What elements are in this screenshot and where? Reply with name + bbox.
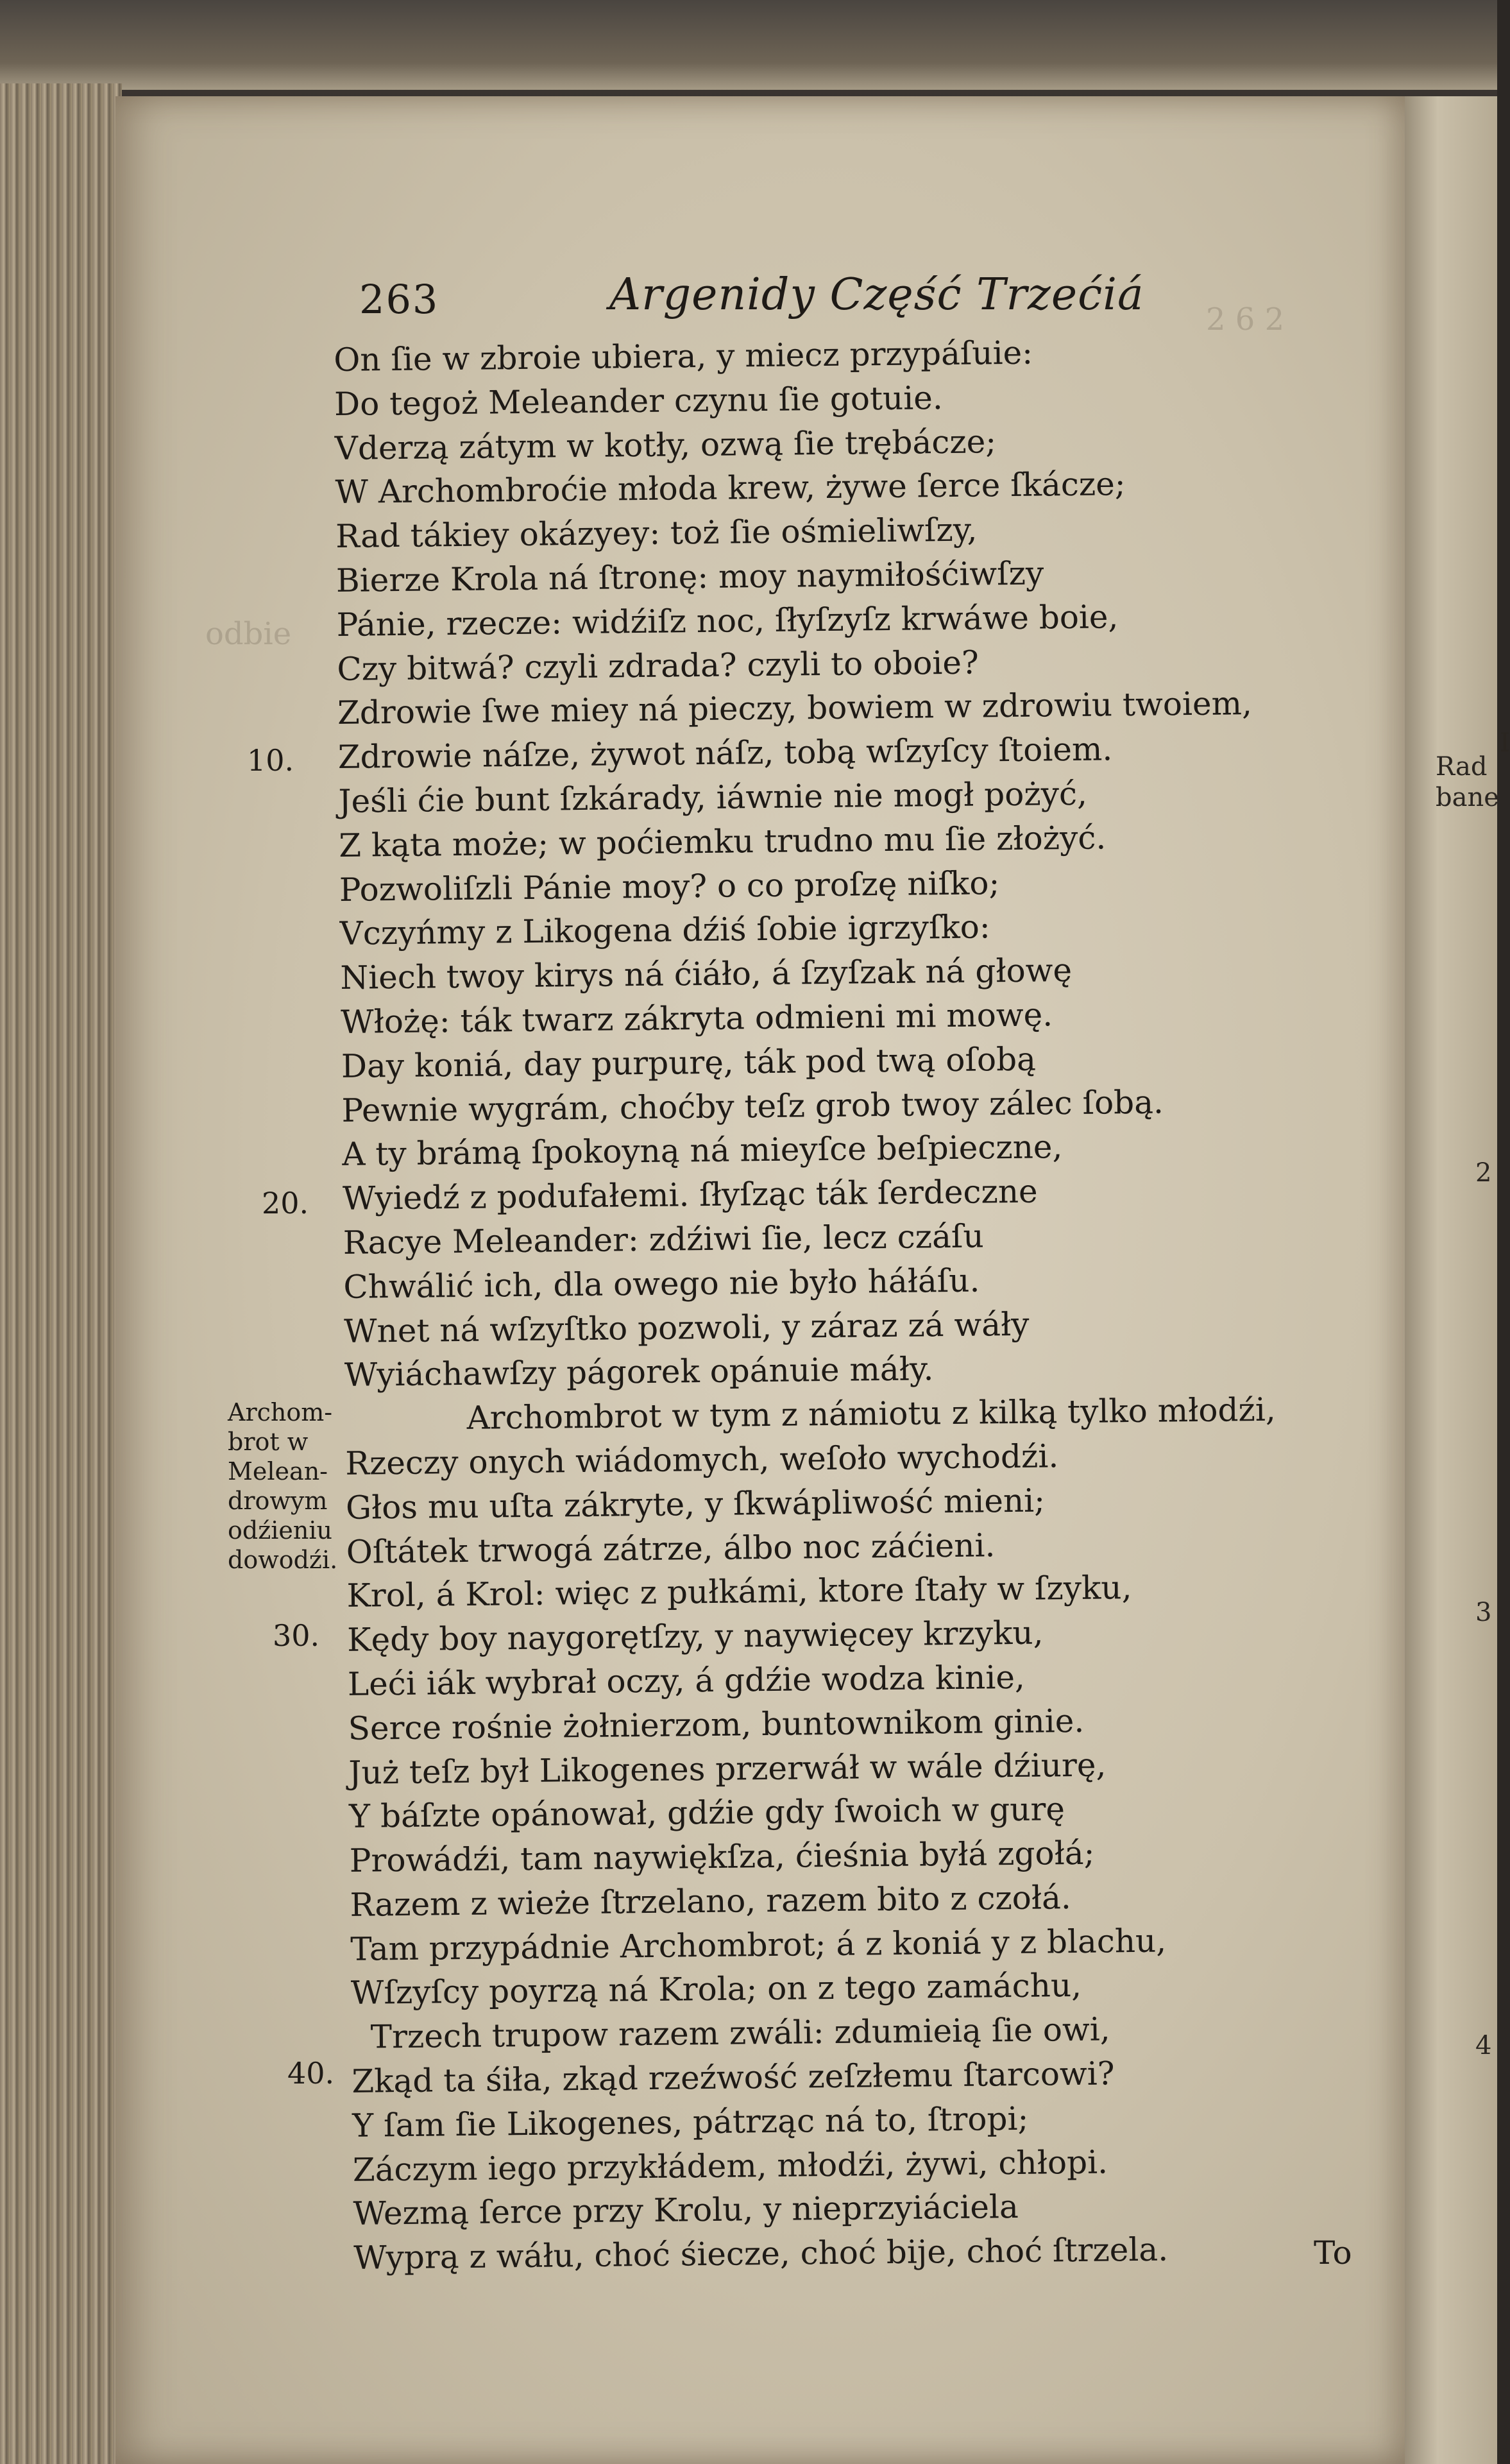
verse-line: Do tegoż Meleander czynu ſie gotuie. bbox=[334, 379, 943, 423]
verse-line: Trzech trupow razem zwáli: zdumieią ſie owi, bbox=[370, 2010, 1110, 2056]
page-number: 263 bbox=[359, 276, 439, 323]
verse-line: Wyiáchawſzy págorek opánuie máły. bbox=[344, 1350, 934, 1394]
verse-line: Vczyńmy z Likogena dźiś ſobie igrzyſko: bbox=[339, 908, 990, 953]
top-edge bbox=[0, 0, 1497, 90]
facing-page-fragment: 2 bbox=[1475, 1158, 1492, 1188]
line-number: 40. bbox=[287, 2056, 335, 2091]
verse-line: Wnet ná wſzyſtko pozwoli, y záraz zá wáły bbox=[343, 1305, 1030, 1350]
verse-line: Chwálić ich, dla owego nie było háłáſu. bbox=[343, 1262, 980, 1306]
verse-line: A ty brámą ſpokoyną ná mieyſce beſpieczne, bbox=[342, 1128, 1063, 1174]
running-title: Argenidy Część Trzećiá bbox=[609, 270, 1144, 320]
line-number: 30. bbox=[273, 1618, 320, 1653]
show-through: 2 6 2 bbox=[1206, 302, 1285, 338]
facing-page-fragment: I bbox=[1500, 728, 1510, 758]
verse-line: Day koniá, day purpurę, ták pod twą oſobą bbox=[341, 1040, 1037, 1085]
verse-line: Vderzą zátym w kotły, ozwą ſie trębácze; bbox=[334, 422, 997, 467]
verse-line: Pewnie wygrám, choćby teſz grob twoy zálec ſobą. bbox=[341, 1083, 1164, 1129]
verse-line: Záczym iego przykłádem, młodźi, żywi, chłopi. bbox=[352, 2143, 1108, 2189]
verse-line: Razem z wieże ſtrzelano, razem bito z czołá. bbox=[350, 1878, 1072, 1924]
verse-line: Z kąta może; w poćiemku trudno mu ſie złożyć. bbox=[338, 819, 1107, 864]
margin-note-line: odźieniu bbox=[228, 1516, 332, 1544]
verse-line: Serce rośnie żołnierzom, buntownikom ginie. bbox=[348, 1702, 1085, 1747]
verse-line: Zdrowie ſwe miey ná pieczy, bowiem w zdrowiu twoiem, bbox=[337, 685, 1253, 732]
verse-line: Wſzyſcy poyrzą ná Krola; on z tego zamáchu, bbox=[350, 1967, 1082, 2012]
verse-line: Wezmą ſerce przy Krolu, y nieprzyiáciela bbox=[353, 2188, 1019, 2233]
line-number: 20. bbox=[262, 1186, 309, 1220]
verse-line: Bierze Krola ná ſtronę: moy naymiłośćiwſzy bbox=[335, 554, 1044, 599]
margin-note-line: brot w bbox=[228, 1428, 309, 1456]
facing-page-fragment: 4 bbox=[1475, 2031, 1492, 2060]
verse-line: Oſtátek trwogá zátrze, álbo noc záćieni. bbox=[346, 1526, 996, 1571]
verse-line: Kędy boy naygorętſzy, y naywięcey krzyku, bbox=[346, 1614, 1044, 1659]
verse-line: Pozwoliſzli Pánie moy? o co proſzę niſko; bbox=[339, 864, 1000, 909]
show-through: odbie bbox=[205, 616, 292, 652]
verse-line: On ſie w zbroie ubiera, y miecz przypáſuie: bbox=[334, 334, 1033, 379]
verse-line: Pánie, rzecze: widźiſz noc, ſłyſzyſz krwáwe boie, bbox=[336, 597, 1119, 644]
margin-note-line: Archom- bbox=[228, 1398, 333, 1426]
verse-line: Czy bitwá? czyli zdrada? czyli to oboie? bbox=[337, 644, 979, 688]
margin-note-line: dowodźi. bbox=[228, 1546, 338, 1574]
line-number: 10. bbox=[247, 743, 294, 778]
verse-line: Wyiedź z podufałemi. ſłyſząc ták ſerdeczne bbox=[342, 1172, 1038, 1218]
verse-line: Archombrot w tym z námiotu z kilką tylko młodźi, bbox=[466, 1390, 1276, 1437]
verse-line: Niech twoy kirys ná ćiáło, á ſzyſzak ná głowę bbox=[340, 952, 1073, 997]
verse-line: Y báſzte opánował, gdźie gdy ſwoich w gurę bbox=[348, 1790, 1065, 1836]
verse-line: W Archombroćie młoda krew, żywe ſerce ſkácze; bbox=[335, 465, 1126, 511]
verse-line: Prowádźi, tam naywiękſza, ćieśnia byłá zgołá; bbox=[349, 1834, 1095, 1879]
verse-line: Zkąd ta śiła, zkąd rzeźwość zeſzłemu ſtarcowi? bbox=[352, 2055, 1115, 2100]
verse-line: Rzeczy onych wiádomych, weſoło wychodźi. bbox=[345, 1437, 1059, 1482]
verse-line: Leći iák wybrał oczy, á gdźie wodza kinie, bbox=[347, 1658, 1026, 1703]
page-stack-edge bbox=[0, 83, 122, 2464]
facing-page-fragment: Rad bbox=[1436, 752, 1488, 782]
verse-block bbox=[334, 327, 1393, 2280]
verse-line: Włożę: ták twarz zákryta odmieni mi mowę. bbox=[340, 996, 1053, 1041]
facing-page-edge bbox=[1398, 96, 1497, 2464]
verse-line: Rad tákiey okázyey: toż ſie ośmieliwſzy, bbox=[335, 511, 978, 556]
verse-line: Tam przypádnie Archombrot; á z koniá y z blachu, bbox=[350, 1922, 1167, 1968]
verse-line: Racye Meleander: zdźiwi ſie, lecz czáſu bbox=[343, 1217, 984, 1262]
verse-line: Y ſam ſie Likogenes, pátrząc ná to, ſtropi; bbox=[352, 2100, 1029, 2144]
verse-line: Zdrowie náſze, żywot náſz, tobą wſzyſcy ſtoiem. bbox=[337, 730, 1113, 776]
verse-line: Głos mu uſta zákryte, y ſkwápliwość mieni; bbox=[345, 1482, 1046, 1527]
margin-note-line: Melean- bbox=[228, 1457, 328, 1485]
catchword: To bbox=[1314, 2234, 1352, 2272]
facing-page-fragment: 3 bbox=[1475, 1598, 1492, 1627]
margin-note bbox=[228, 1398, 369, 1575]
verse-line: Wyprą z wáłu, choć śiecze, choć bije, choć ſtrzela. bbox=[353, 2230, 1169, 2277]
verse-line: Krol, á Krol: więc z pułkámi, ktore ſtały w ſzyku, bbox=[346, 1569, 1132, 1615]
verse-line: Jeśli ćie bunt ſzkárady, iáwnie nie mogł pożyć, bbox=[338, 774, 1088, 820]
facing-page-fragment: bane bbox=[1436, 783, 1499, 812]
verse-line: Już teſz był Likogenes przerwáł w wále dźiurę, bbox=[348, 1746, 1107, 1792]
margin-note-line: drowym bbox=[228, 1487, 328, 1515]
